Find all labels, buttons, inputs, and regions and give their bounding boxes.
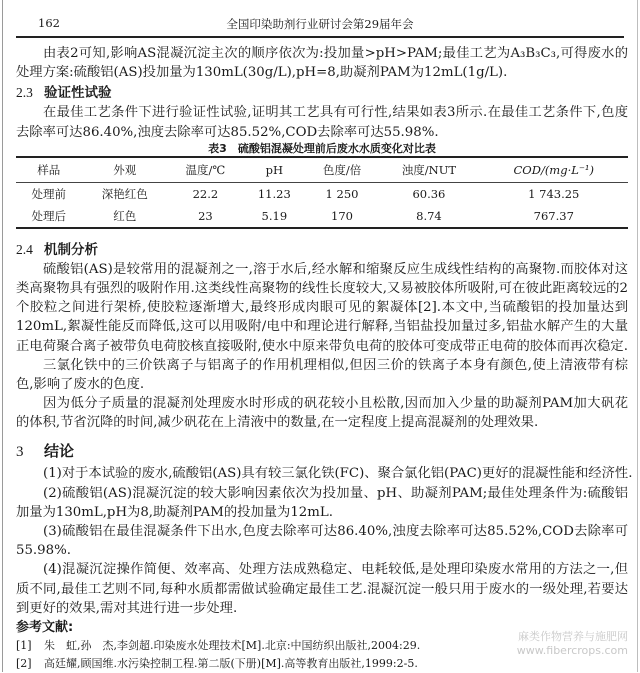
cell: 红色 [113,208,137,223]
section-number: 2.3 [16,85,33,101]
cell: 1 250 [325,186,359,201]
page-body [16,44,633,673]
cell: 1 743.25 [528,186,580,201]
text-line: (2)硫酸铝(AS)混凝沉淀的较大影响因素依次为投加量、pH、助凝剂PAM;最佳处理条件为:硫酸铝 [43,485,628,501]
reference-text: 朱 虹,孙 杰,李剑超.印染废水处理技术[M].北京:中国纺织出版社,2004:29. [44,638,421,652]
section-number: 3 [16,444,24,461]
table-row [16,182,628,205]
cell: 处理后 [31,208,67,223]
text-line: 正电荷聚合离子被带负电荷胶核直接吸附,使水中原来带负电荷的胶体可变成带正电荷的胶体而再次稳定. [16,338,628,354]
col-header: COD/(mg·L⁻¹) [480,157,628,183]
table-caption: 表3 硫酸铝混凝处理前后废水水质变化对比表 [208,141,436,155]
text-line: (4)混凝沉淀操作简便、效率高、处理方法成熟稳定、电耗较低,是处理印染废水常用的方法之一,但 [43,562,628,578]
text-line: 的体积,节省沉降的时间,减少矾花在上清液中的数量,在一定程度上提高混凝剂的处理效果. [16,415,539,431]
reference-number: [1] [16,638,32,652]
cell: 5.19 [261,208,288,223]
text-line: 硫酸铝(AS)是较常用的混凝剂之一,溶于水后,经水解和缩聚反应生成线性结构的高聚物.而胶体对这 [43,261,628,277]
col-header: 浊度/NUT [378,157,479,183]
watermark-url: www.fibercrops.com [516,644,628,657]
paragraph [16,103,628,141]
text-line: 类高聚物具有强烈的吸附作用.这类线性高聚物的线性长度较大,又易被胶体所吸附,可在彼此距离较远的2 [16,280,628,296]
text-line: 处理方案:硫酸铝(AS)投加量为130mL(30g/L),pH=8,助凝剂PAM为12mL(1g/L). [16,65,508,81]
text-line: (1)对于本试验的废水,硫酸铝(AS)具有较三氯化铁(FC)、聚合氯化铝(PAC)更好的混凝性能和经济性. [43,466,633,482]
text-line: 55.98%. [16,543,71,559]
watermark [517,630,628,658]
col-header: 外观 [82,157,168,183]
watermark-text: 麻类作物营养与施肥网 [518,630,628,643]
section-number: 2.4 [16,241,33,257]
paragraph [16,260,628,356]
text-line: (3)硫酸铝在最佳混凝条件下出水,色度去除率可达86.40%,浊度去除率可达85.52%,COD去除率可 [43,524,628,539]
page-number: 162 [38,16,60,30]
running-header [16,8,624,38]
text-line: 120mL,絮凝性能反而降低,这可以用吸附/电中和理论进行解释,当铝盐投加量过多,铝盐水解产生的大量 [16,319,628,335]
paragraph [16,44,628,82]
col-header: pH [243,157,306,183]
cell: 23 [198,208,213,223]
results-table [16,156,628,229]
cell: 60.36 [412,186,446,201]
col-header: 温度/℃ [168,157,243,183]
conclusion-item [16,522,628,560]
conclusion-item [16,484,628,522]
cell: 22.2 [192,186,219,201]
reference-number: [2] [16,656,32,670]
paragraph [16,356,628,394]
paragraph [16,394,628,432]
table-header-row [16,157,628,183]
text-line: 加量为130mL,pH为8,助凝剂PAM的投加量为12mL. [16,504,333,520]
table-row [16,205,628,228]
section-heading-2-4 [16,239,628,260]
conclusion-item [16,560,628,618]
text-line: 由表2可知,影响AS混凝沉淀主次的顺序依次为:投加量>pH>PAM;最佳工艺为A₃B₃C₃,可得废水的 [43,46,628,61]
cell: 170 [331,208,353,223]
cell: 8.74 [416,208,442,223]
text-line: 三氯化铁中的三价铁离子与铝离子的作用机理相似,但因三价的铁离子本身有颜色,使上清液带有棕 [43,357,628,373]
text-line: 因为低分子质量的混凝剂处理废水时形成的矾花较小且松散,因而加入少量的助凝剂PAM加大矾花 [43,396,628,412]
conclusion-item [16,464,633,483]
section-heading-2-3 [16,82,628,103]
section-title: 结论 [44,442,75,461]
text-line: 色,影响了废水的色度. [16,376,145,392]
text-line: 到更好的效果,需对其进行进一步处理. [16,600,238,616]
text-line: 在最佳工艺条件下进行验证性试验,证明其工艺具有可行性,结果如表3所示.在最佳工艺条件下,色度 [43,105,628,121]
section-title: 验证性试验 [44,85,112,102]
journal-title: 全国印染助剂行业研讨会第29届年会 [226,17,414,31]
section-title: 机制分析 [44,241,98,258]
cell: 767.37 [533,208,574,223]
col-header: 色度/倍 [306,157,379,183]
cell: 11.23 [257,186,291,201]
col-header: 样品 [16,157,82,183]
cell: 处理前 [31,186,67,201]
cell: 深艳红色 [101,186,148,201]
text-line: 去除率可达86.40%,浊度去除率可达85.52%,COD去除率可达55.98%. [16,124,439,140]
reference-text: 高廷耀,顾国维.水污染控制工程.第二版(下册)[M].高等教育出版社,1999:2-5. [44,656,418,670]
section-heading-3 [16,440,628,464]
references-heading: 参考文献: [16,619,74,635]
text-line: 质不同,最佳工艺则不同,每种水质都需做试验确定最佳工艺.混凝沉淀一般只用于废水的一级处理,若要达 [16,581,628,597]
text-line: 个胶粒之间进行架桥,使胶粒逐渐增大,最终形成肉眼可见的絮凝体[2].本文中,当硫酸铝的投加量达到 [16,300,628,316]
